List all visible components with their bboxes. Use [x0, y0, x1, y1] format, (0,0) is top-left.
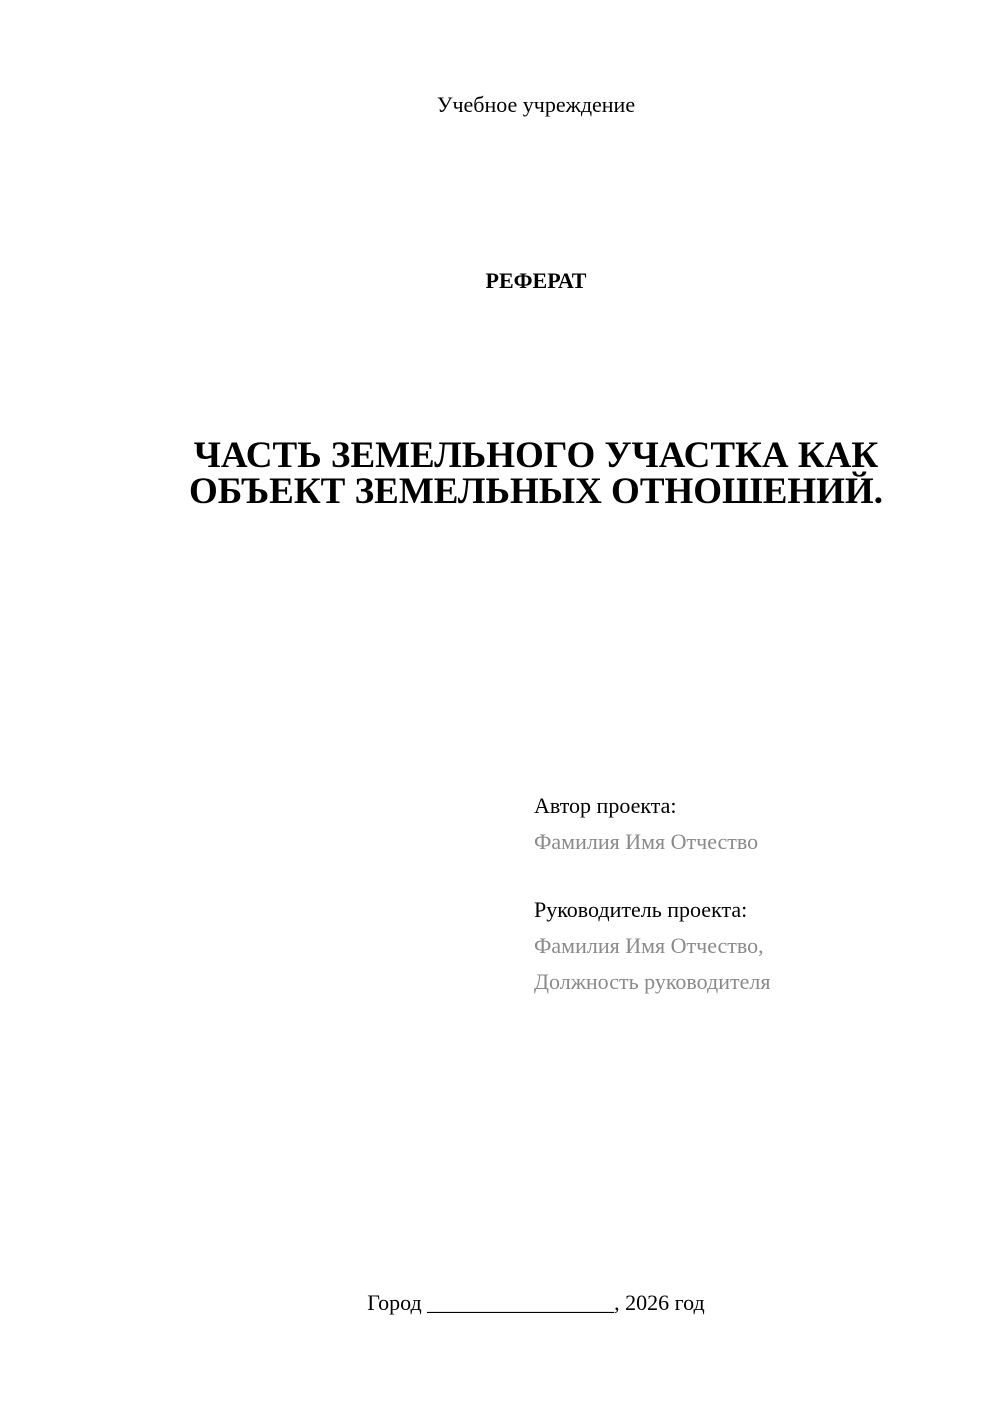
spacer: [534, 860, 974, 892]
author-label: Автор проекта:: [534, 793, 677, 818]
document-title: [150, 435, 922, 512]
author-name: Фамилия Имя Отчество: [534, 829, 759, 854]
supervisor-position: Должность руководителя: [534, 969, 771, 994]
document-type: РЕФЕРАТ: [485, 268, 587, 293]
city-year-line: Город _________________, 2026 год: [367, 1290, 705, 1315]
institution-name: Учебное учреждение: [436, 92, 636, 117]
document-title-line-1: ЧАСТЬ ЗЕМЕЛЬНОГО УЧАСТКА КАК: [193, 435, 879, 476]
supervisor-name: Фамилия Имя Отчество,: [534, 933, 764, 958]
document-title-line-2: ОБЪЕКТ ЗЕМЕЛЬНЫХ ОТНОШЕНИЙ.: [189, 471, 883, 512]
project-info-block: [534, 788, 974, 1000]
supervisor-label: Руководитель проекта:: [534, 897, 748, 922]
